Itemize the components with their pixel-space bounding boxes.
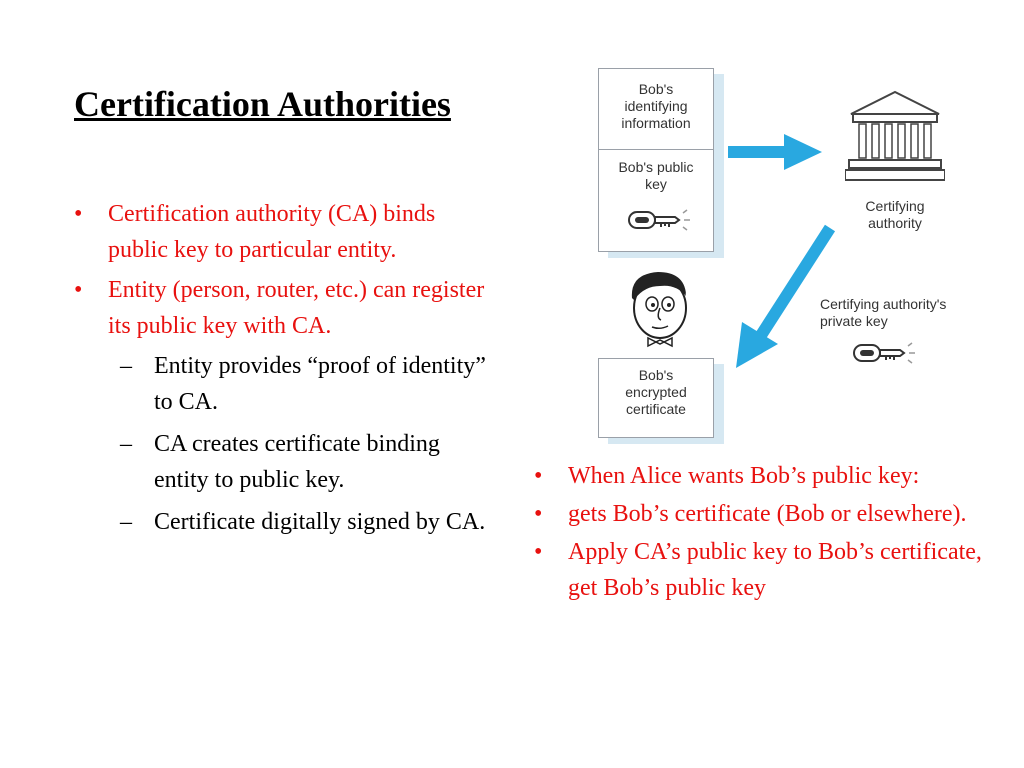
page-title: Certification Authorities bbox=[74, 84, 451, 124]
doc-top-line2: identifying bbox=[624, 98, 688, 114]
bullet-text: gets Bob’s certificate (Bob or elsewhere). bbox=[568, 501, 967, 527]
doc-top-line3: information bbox=[621, 115, 691, 131]
list-item bbox=[74, 272, 494, 344]
cert-line1: Bob's bbox=[638, 367, 674, 383]
key-icon bbox=[627, 205, 695, 235]
sub-list-container bbox=[74, 348, 494, 540]
sub-bullet-list bbox=[74, 348, 494, 540]
doc-key-line1: Bob's public bbox=[618, 159, 694, 175]
doc-top-line1: Bob's bbox=[638, 81, 674, 97]
list-item bbox=[528, 496, 998, 532]
doc-key-line2: key bbox=[645, 176, 667, 192]
sub-bullet-text: Entity provides “proof of identity” to CA. bbox=[154, 353, 486, 415]
right-bullet-list bbox=[528, 458, 998, 608]
bullet-marker: • bbox=[74, 201, 83, 227]
cert-line2: encrypted bbox=[625, 384, 687, 400]
dash-marker: – bbox=[120, 353, 132, 379]
sub-list-item bbox=[74, 504, 494, 540]
bullet-text: Certification authority (CA) binds public key to particular entity. bbox=[108, 201, 436, 263]
sub-list-item bbox=[74, 348, 494, 420]
certification-diagram bbox=[590, 62, 990, 452]
sub-list-item bbox=[74, 426, 494, 498]
bullet-text: Entity (person, router, etc.) can register its public key with CA. bbox=[108, 277, 485, 339]
bob-face-icon bbox=[622, 268, 698, 358]
dash-marker: – bbox=[120, 509, 132, 535]
sub-bullet-text: Certificate digitally signed by CA. bbox=[154, 509, 486, 535]
key-icon bbox=[852, 338, 920, 368]
encrypted-certificate-document bbox=[598, 358, 714, 438]
building-icon bbox=[845, 88, 945, 188]
bullet-text: When Alice wants Bob’s public key: bbox=[568, 463, 920, 489]
ca-private-line1: Certifying authority's bbox=[820, 296, 947, 312]
list-item bbox=[528, 458, 998, 494]
list-item bbox=[528, 534, 998, 606]
sub-bullet-text: CA creates certificate binding entity to public key. bbox=[154, 431, 440, 493]
bullet-text: Apply CA’s public key to Bob’s certificate, get Bob’s public key bbox=[568, 539, 982, 601]
bullet-marker: • bbox=[534, 539, 543, 565]
ca-label-line1: Certifying bbox=[865, 198, 925, 214]
ca-label-line2: authority bbox=[868, 215, 922, 231]
ca-private-line2: private key bbox=[820, 313, 888, 329]
bob-info-document bbox=[598, 68, 714, 252]
left-bullet-list bbox=[74, 196, 494, 546]
arrow-right-icon bbox=[728, 132, 824, 172]
doc-divider bbox=[599, 149, 713, 150]
bullet-marker: • bbox=[534, 501, 543, 527]
cert-line3: certificate bbox=[626, 401, 686, 417]
list-item bbox=[74, 196, 494, 268]
bullet-marker: • bbox=[74, 277, 83, 303]
bullet-marker: • bbox=[534, 463, 543, 489]
dash-marker: – bbox=[120, 431, 132, 457]
